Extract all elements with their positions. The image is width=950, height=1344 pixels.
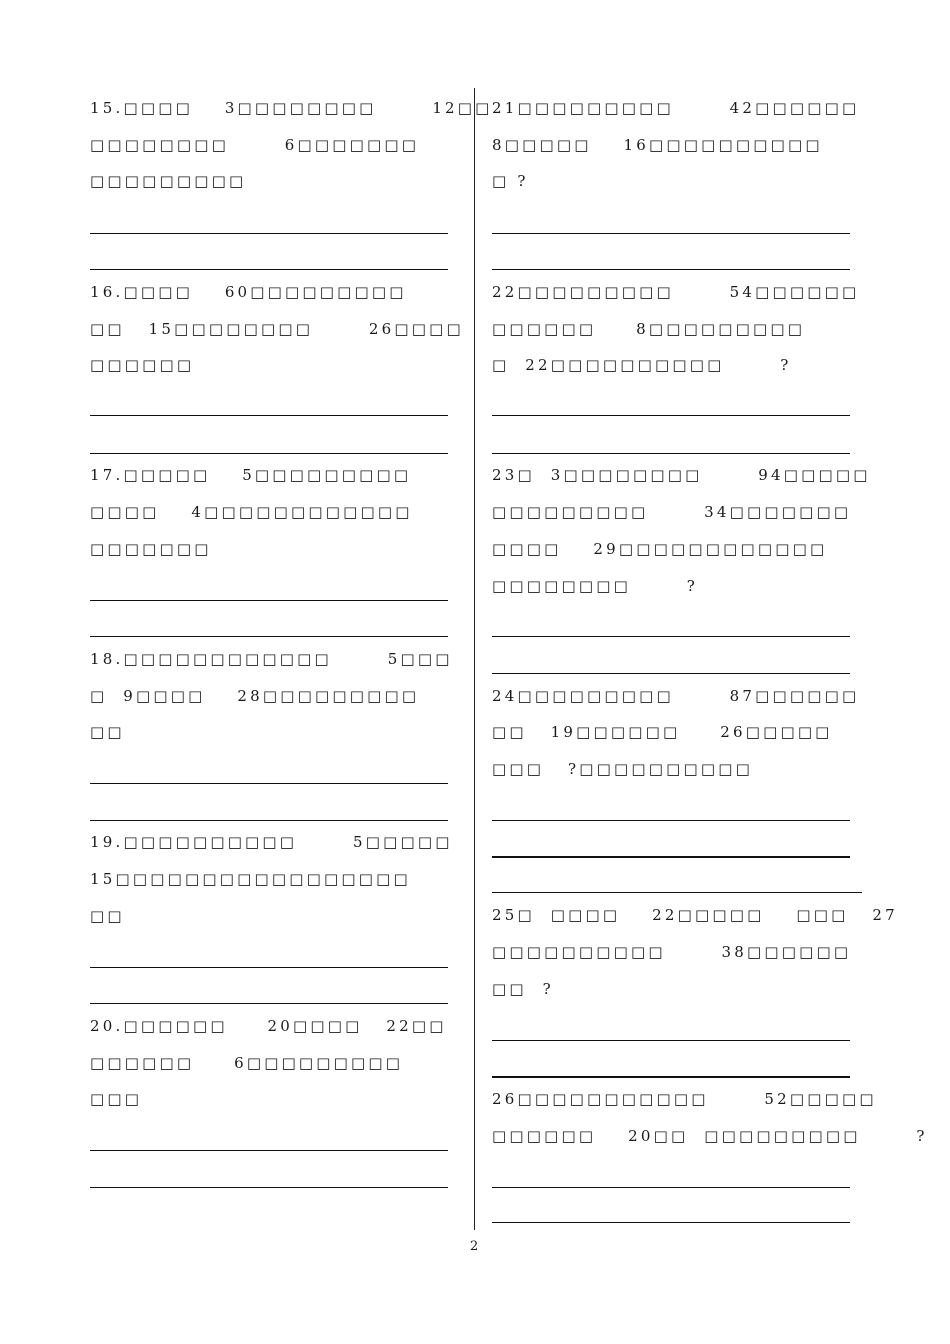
problem-22-line-3: □ 22□□□□□□□□□□ ? xyxy=(492,356,792,374)
problem-24-line-3: □□□ ?□□□□□□□□□□ xyxy=(492,760,753,778)
answer-line xyxy=(492,856,850,858)
problem-18-line-3: □□ xyxy=(90,723,125,741)
answer-line xyxy=(492,892,862,893)
problem-23-line-1: 23□ 3□□□□□□□□ 94□□□□□ xyxy=(492,466,871,484)
answer-line xyxy=(492,453,850,454)
answer-line xyxy=(492,673,850,674)
problem-26-line-1: 26□□□□□□□□□□□ 52□□□□□ xyxy=(492,1090,877,1108)
problem-16-line-1: 16.□□□□ 60□□□□□□□□□ xyxy=(90,283,407,301)
answer-line xyxy=(492,415,850,416)
problem-20-line-2: □□□□□□ 6□□□□□□□□□ xyxy=(90,1054,404,1072)
problem-16-line-3: □□□□□□ xyxy=(90,356,195,374)
answer-line xyxy=(90,233,448,234)
problem-21-line-2: 8□□□□□ 16□□□□□□□□□□ xyxy=(492,136,823,154)
answer-line xyxy=(90,1150,448,1151)
answer-line xyxy=(90,269,448,270)
answer-line xyxy=(90,636,448,637)
problem-24-line-1: 24□□□□□□□□□ 87□□□□□□ xyxy=(492,687,860,705)
problem-22-line-2: □□□□□□ 8□□□□□□□□□ xyxy=(492,320,806,338)
problem-24-line-2: □□ 19□□□□□□ 26□□□□□ xyxy=(492,723,833,741)
problem-21-line-3: □ ? xyxy=(492,172,529,190)
answer-line xyxy=(90,820,448,821)
problem-26-line-2: □□□□□□ 20□□ □□□□□□□□□ ? xyxy=(492,1127,928,1145)
answer-line xyxy=(492,1076,850,1078)
problem-25-line-3: □□ ? xyxy=(492,980,554,998)
problem-18-line-2: □ 9□□□□ 28□□□□□□□□□ xyxy=(90,687,420,705)
problem-17-line-2: □□□□ 4□□□□□□□□□□□□ xyxy=(90,503,413,521)
answer-line xyxy=(492,269,850,270)
problem-16-line-2: □□ 15□□□□□□□□ 26□□□□ xyxy=(90,320,464,338)
answer-line xyxy=(90,415,448,416)
problem-19-line-3: □□ xyxy=(90,907,125,925)
answer-line xyxy=(90,600,448,601)
problem-23-line-3: □□□□ 29□□□□□□□□□□□□ xyxy=(492,540,828,558)
problem-20-line-3: □□□ xyxy=(90,1090,143,1108)
page-number: 2 xyxy=(470,1239,479,1254)
problem-25-line-1: 25□ □□□□ 22□□□□□ □□□ 27 xyxy=(492,906,898,924)
problem-22-line-1: 22□□□□□□□□□ 54□□□□□□ xyxy=(492,283,860,301)
problem-23-line-4: □□□□□□□□ ? xyxy=(492,577,698,595)
problem-23-line-2: □□□□□□□□□ 34□□□□□□□ xyxy=(492,503,852,521)
answer-line xyxy=(90,967,448,968)
answer-line xyxy=(492,1222,850,1223)
column-divider xyxy=(474,88,475,1230)
problem-15-line-3: □□□□□□□□□ xyxy=(90,172,247,190)
answer-line xyxy=(492,636,850,637)
problem-18-line-1: 18.□□□□□□□□□□□□ 5□□□ xyxy=(90,650,453,668)
problem-19-line-1: 19.□□□□□□□□□□ 5□□□□□ xyxy=(90,833,453,851)
answer-line xyxy=(90,783,448,784)
problem-17-line-1: 17.□□□□□ 5□□□□□□□□□ xyxy=(90,466,412,484)
problem-15-line-2: □□□□□□□□ 6□□□□□□□ xyxy=(90,136,420,154)
problem-15-line-1: 15.□□□□ 3□□□□□□□□ 12□□ xyxy=(90,99,493,117)
problem-25-line-2: □□□□□□□□□□ 38□□□□□□ xyxy=(492,943,852,961)
answer-line xyxy=(492,820,850,821)
problem-20-line-1: 20.□□□□□□ 20□□□□ 22□□ xyxy=(90,1017,447,1035)
answer-line xyxy=(492,233,850,234)
problem-19-line-2: 15□□□□□□□□□□□□□□□□□ xyxy=(90,870,411,888)
answer-line xyxy=(492,1040,850,1041)
answer-line xyxy=(492,1187,850,1188)
problem-17-line-3: □□□□□□□ xyxy=(90,540,212,558)
problem-21-line-1: 21□□□□□□□□□ 42□□□□□□ xyxy=(492,99,860,117)
answer-line xyxy=(90,1187,448,1188)
answer-line xyxy=(90,1003,448,1004)
answer-line xyxy=(90,453,448,454)
